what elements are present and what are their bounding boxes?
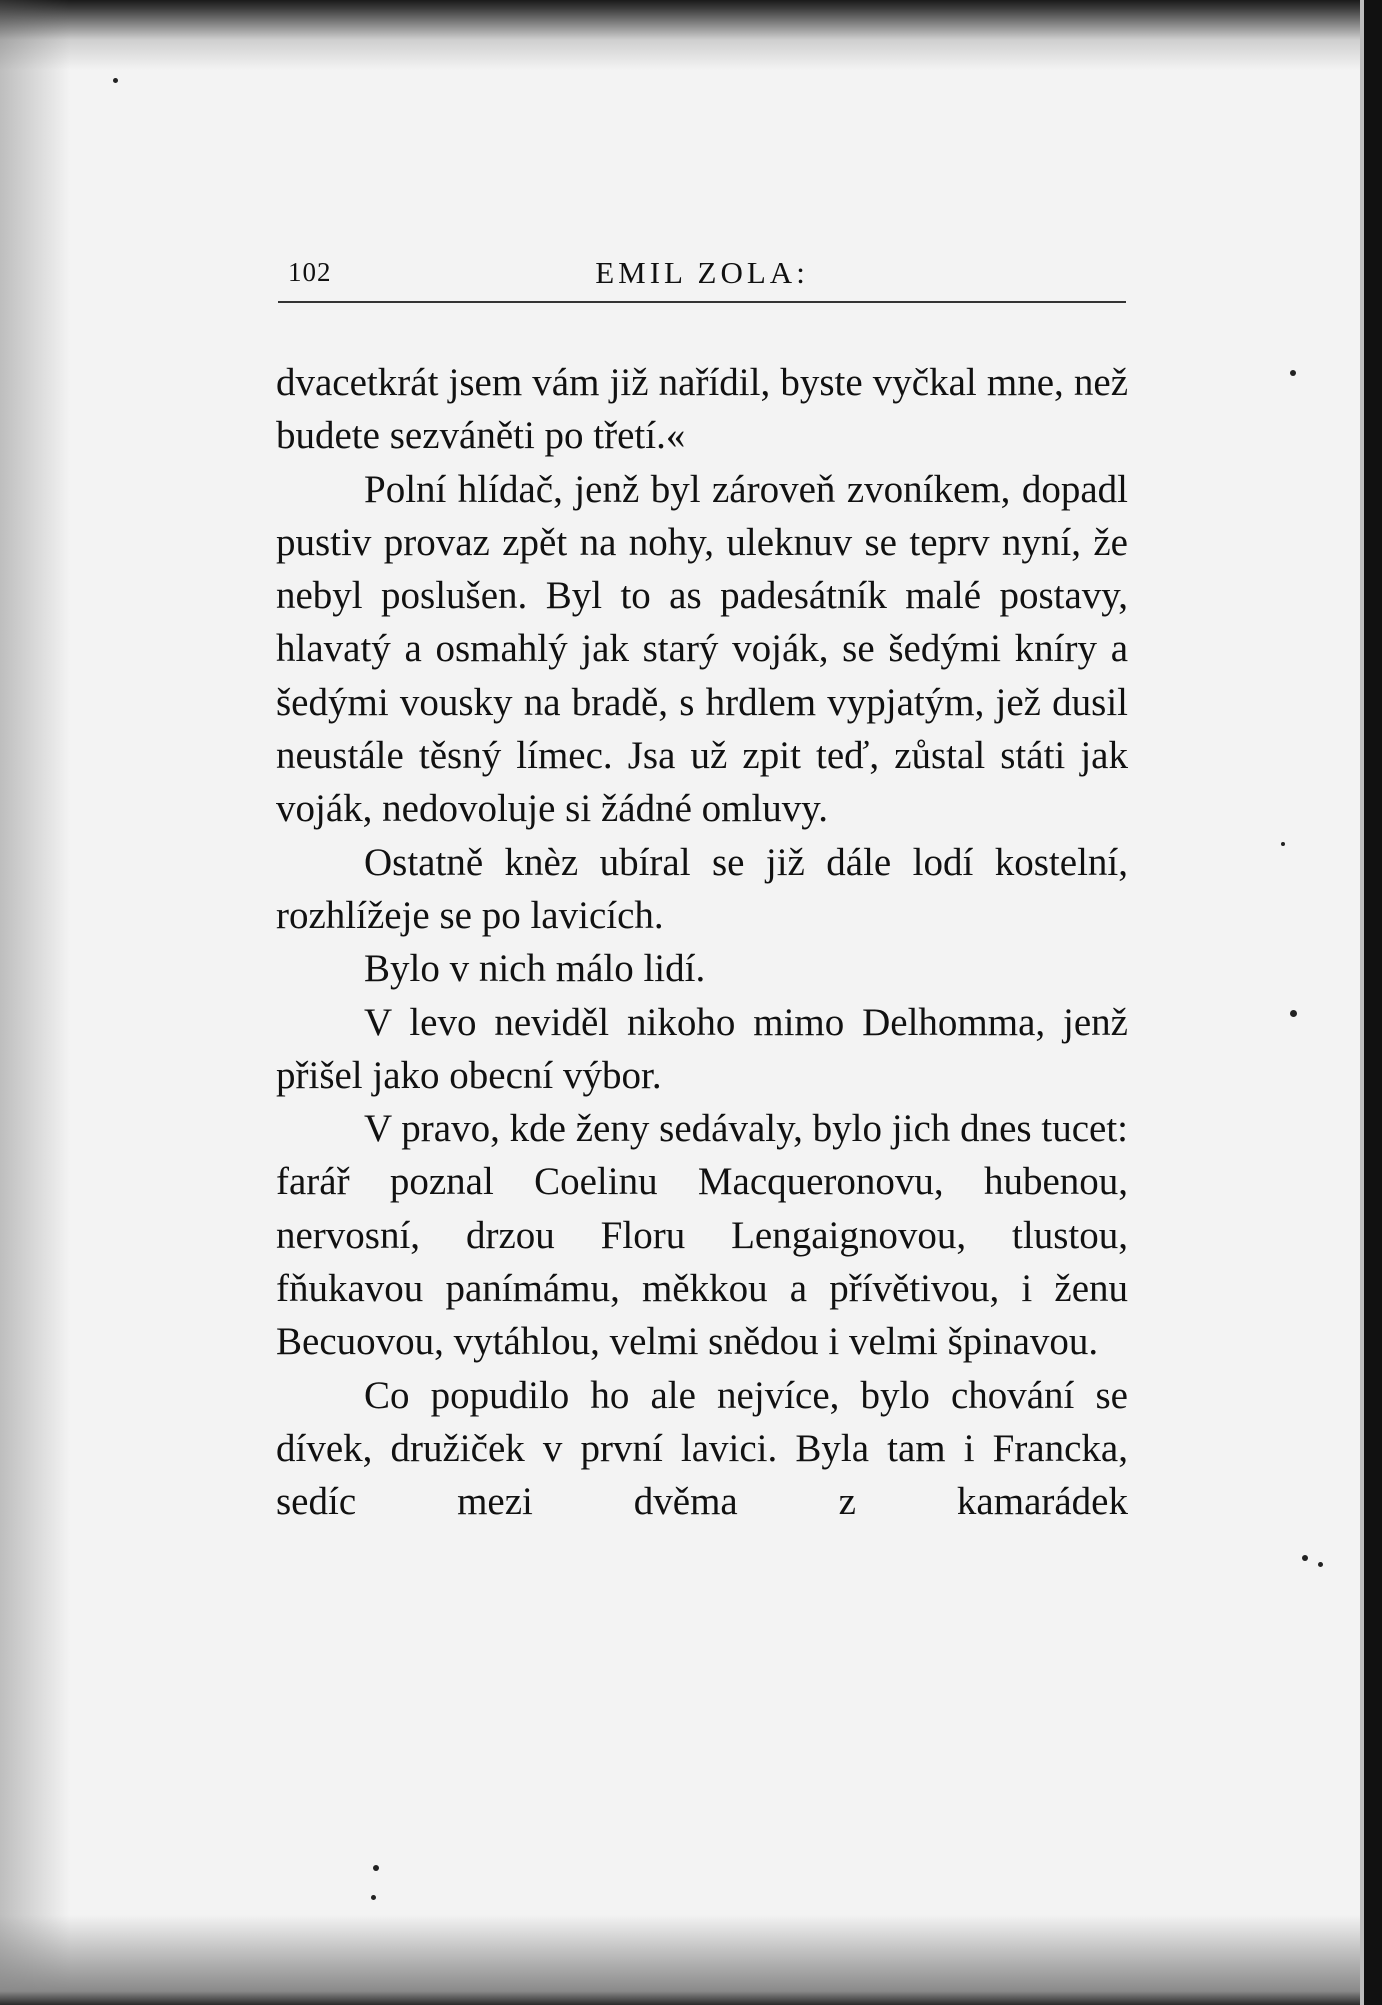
scan-speck — [1302, 1555, 1308, 1561]
scan-speck — [373, 1865, 379, 1871]
body-text — [276, 356, 1128, 1529]
scan-shadow-top — [0, 0, 1382, 70]
paragraph: V levo neviděl nikoho mimo Delhomma, jenž přišel jako obecní výbor. — [276, 1000, 1128, 1097]
scan-shadow-bottom — [0, 1915, 1382, 2005]
scan-speck — [1290, 1010, 1297, 1017]
scan-speck — [1290, 370, 1296, 376]
scan-speck — [1281, 842, 1285, 846]
paragraph: Bylo v nich málo lidí. — [364, 947, 706, 991]
paragraph: Polní hlídač, jenž byl zároveň zvoníkem, dopadl pustiv provaz zpět na nohy, uleknuv se teprv nyní, že nebyl poslušen. Byl to as padesátník malé postavy, hlavatý a osmahlý jak starý voják, se šedými kníry a šedými vousky na bradě, s hrdlem vypjatým, jež dusil neustále těsný límec. Jsa už zpit teď, zůstal státi jak voják, nedovoluje si žádné omluvy. — [276, 467, 1128, 831]
scan-speck — [371, 1895, 376, 1900]
paragraph: Ostatně knèz ubíral se již dále lodí kostelní, rozhlížeje se po lavicích. — [276, 840, 1128, 937]
page-header — [278, 255, 1126, 303]
running-title: EMIL ZOLA: — [595, 255, 809, 290]
paragraph: Co popudilo ho ale nejvíce, bylo chování se dívek, družiček v první lavici. Byla tam i Francka, sedíc mezi dvěma z kamarádek — [276, 1373, 1128, 1524]
scan-shadow-left — [0, 0, 70, 2005]
paragraph: dvacetkrát jsem vám již nařídil, byste vyčkal mne, než budete sezváněti po třetí.« — [276, 361, 1128, 458]
scan-speck — [1318, 1562, 1323, 1567]
paragraph: V pravo, kde ženy sedávaly, bylo jich dnes tucet: farář poznal Coelinu Macqueronovu, hubenou, nervosní, drzou Floru Lengaignovou, tlustou, fňukavou panímámu, měkkou a přívětivou, i ženu Becuovou, vytáhlou, velmi snědou i velmi špinavou. — [276, 1107, 1128, 1364]
page-number: 102 — [288, 257, 332, 287]
scan-speck — [113, 78, 118, 83]
page-edge-border — [1364, 0, 1382, 2005]
